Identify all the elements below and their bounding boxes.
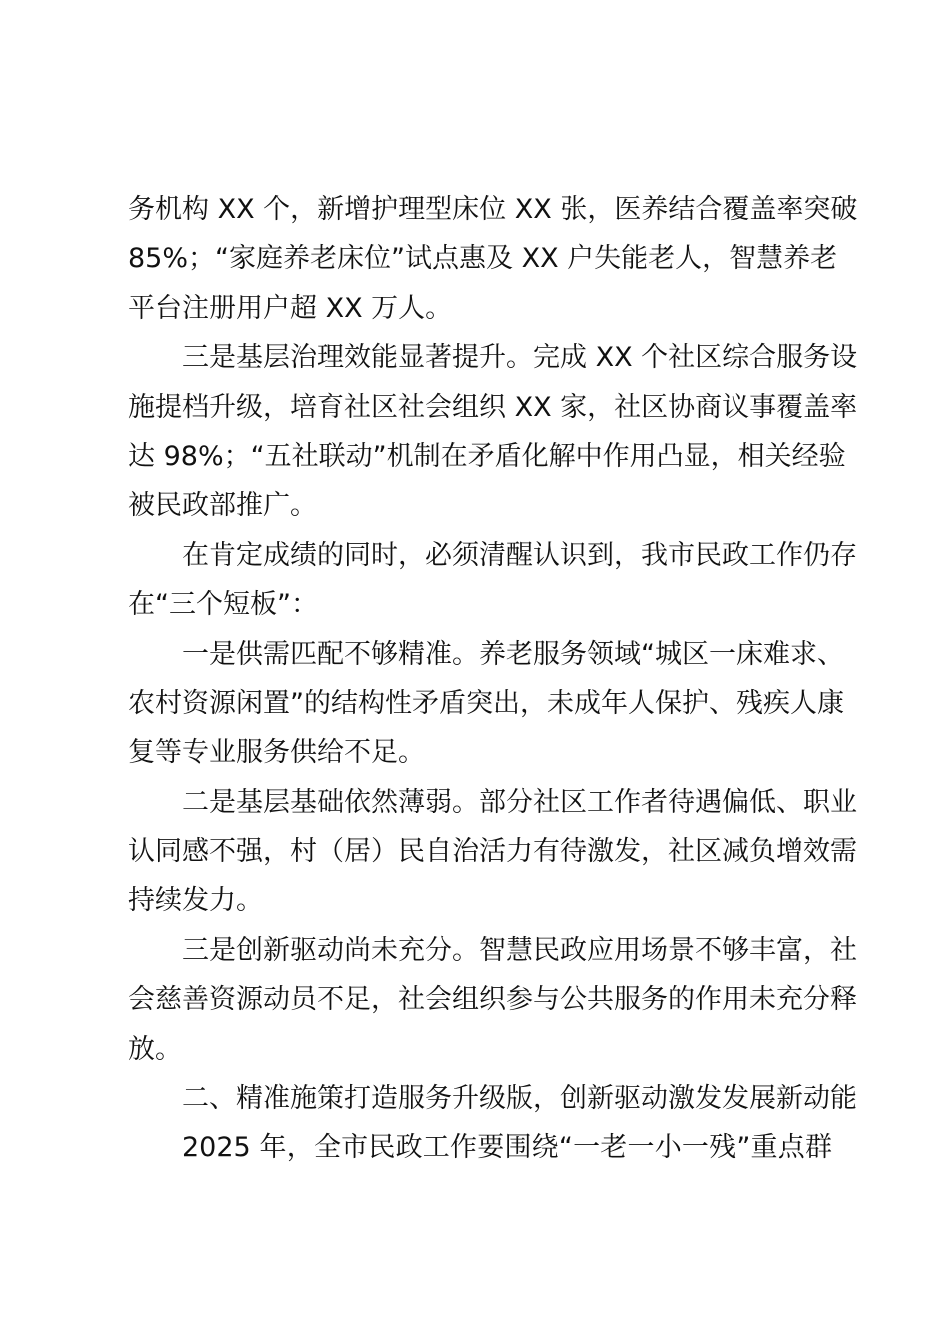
- text-line: 三是创新驱动尚未充分。智慧民政应用场景不够丰富，社: [182, 934, 857, 966]
- text-line: 务机构 XX 个，新增护理型床位 XX 张，医养结合覆盖率突破: [128, 194, 858, 225]
- text-line: 85%；“家庭养老床位”试点惠及 XX 户失能老人，智慧养老: [128, 243, 838, 275]
- text-line: 三是基层治理效能显著提升。完成 XX 个社区综合服务设: [182, 342, 858, 374]
- text-line: 二、精准施策打造服务升级版，创新驱动激发发展新动能: [182, 1083, 857, 1115]
- text-line: 达 98%；“五社联动”机制在矛盾化解中作用凸显，相关经验: [128, 440, 846, 472]
- text-line: 会慈善资源动员不足，社会组织参与公共服务的作用未充分释: [128, 984, 857, 1016]
- text-line: 放。: [128, 1033, 182, 1065]
- text-line: 持续发力。: [128, 885, 263, 917]
- text-line: 农村资源闲置”的结构性矛盾突出，未成年人保护、残疾人康: [128, 687, 844, 719]
- text-line: 在“三个短板”：: [128, 589, 318, 621]
- text-line: 二是基层基础依然薄弱。部分社区工作者待遇偏低、职业: [182, 786, 857, 818]
- text-line: 2025 年，全市民政工作要围绕“一老一小一残”重点群: [182, 1132, 832, 1164]
- text-line: 认同感不强，村（居）民自治活力有待激发，社区减负增效需: [128, 836, 857, 868]
- document-body: [128, 185, 858, 1173]
- text-line: 施提档升级，培育社区社会组织 XX 家，社区协商议事覆盖率: [128, 391, 858, 423]
- text-line: 被民政部推广。: [128, 490, 317, 522]
- text-line: 一是供需匹配不够精准。养老服务领域“城区一床难求、: [182, 638, 844, 670]
- text-line: 平台注册用户超 XX 万人。: [128, 292, 453, 324]
- text-line: 在肯定成绩的同时，必须清醒认识到，我市民政工作仍存: [182, 539, 857, 571]
- text-line: 复等专业服务供给不足。: [128, 737, 425, 769]
